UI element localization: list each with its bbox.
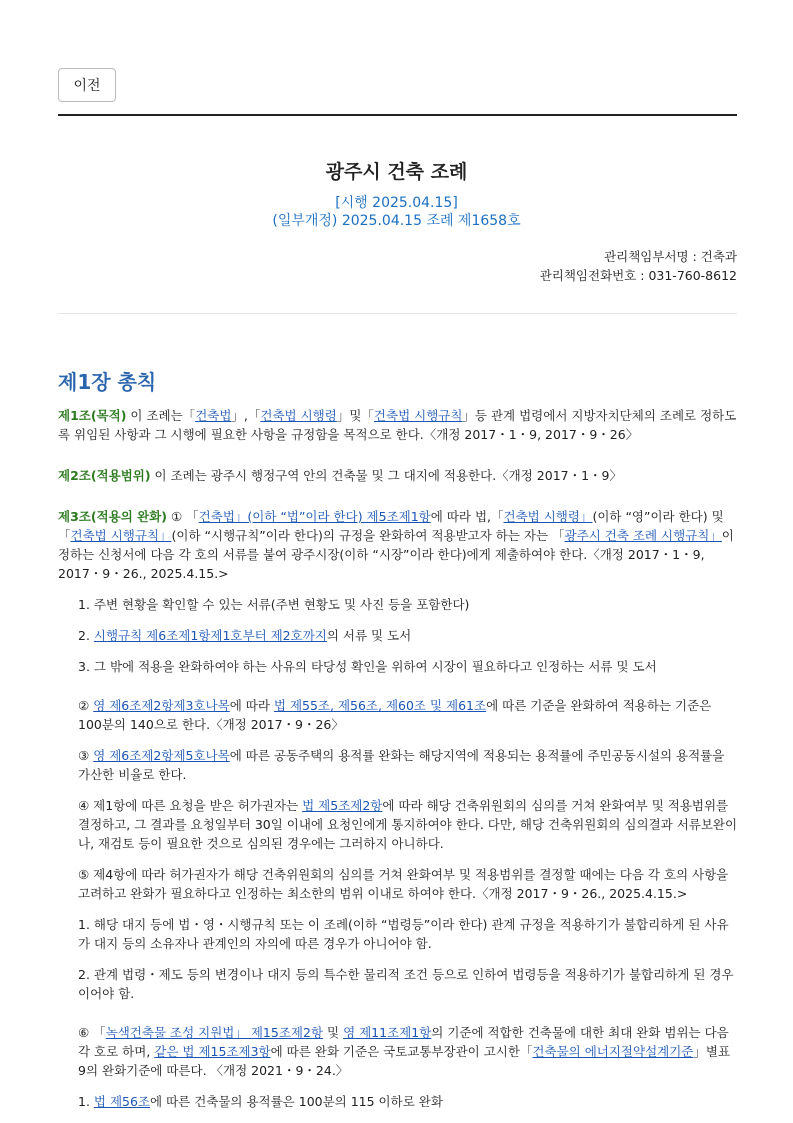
text: 」등 관계 법령에서 지방자치단체의 조례로 정하도록 위임된 사항과 그 시행에 필요한 사항을 규정함을 목적으로 한다.〈개정 2017・1・9, 2017・9・26〉 [58, 408, 737, 442]
prev-button[interactable]: 이전 [58, 68, 116, 102]
law-link[interactable]: 법 제55조, 제56조, 제60조 및 제61조 [273, 698, 487, 713]
text: 의 서류 및 도서 [326, 628, 412, 643]
law-link[interactable]: 영 제6조제2항제3호나목 [93, 698, 230, 713]
text: (이하 “시행규칙”이라 한다)의 규정을 완화하여 적용받고자 하는 자는 「 [171, 528, 565, 543]
article-1-heading: 제1조(목적) [58, 408, 127, 423]
law-link[interactable]: 광주시 건축 조례 시행규칙」 [564, 528, 722, 543]
document-title: 광주시 건축 조례 [325, 161, 468, 183]
law-link[interactable]: 건축물의 에너지절약설계기준 [532, 1044, 694, 1059]
list-item: 3. 그 밖에 적용을 완화하여야 하는 사유의 타당성 확인을 위하여 시장이 필요하다고 인정하는 서류 및 도서 [78, 659, 657, 674]
responsible-info [540, 247, 737, 285]
text: 에 따른 기준을 완화하여 적용하는 기준은 100분의 140으로 한다.〈개정 2017・9・26〉 [78, 698, 712, 732]
article-3-heading: 제3조(적용의 완화) [58, 509, 168, 524]
responsible-phone: 관리책임전화번호 : 031-760-8612 [539, 268, 737, 283]
law-link[interactable]: 건축법 시행규칙」 [70, 528, 172, 543]
text: 」별표 9의 완화기준에 따른다. 〈개정 2021・9・24.〉 [78, 1044, 731, 1078]
law-link[interactable]: 법 제56조 [93, 1094, 151, 1109]
text: 의 기준에 적합한 건축물에 대한 최대 완화 범위는 다음 각 호로 하며, [78, 1025, 729, 1059]
text: 에 따라 법,「 [430, 509, 504, 524]
law-link[interactable]: 건축법 [195, 408, 232, 423]
text: ① 「 [167, 509, 199, 524]
law-link[interactable]: 시행규칙 제6조제1항제1호부터 제2호까지 [93, 628, 327, 643]
paragraph-4 [78, 796, 738, 853]
document-body [58, 406, 738, 1123]
paragraph-5: ⑤ 제4항에 따라 허가권자가 해당 건축위원회의 심의를 거쳐 완화여부 및 적용범위를 결정할 때에는 다음 각 호의 사항을 고려하고 완화가 필요하다고 인정하는 최소한의 범위 이내로 하여야 한다.〈개정 2017・9・26., 2025.4.15.> [78, 867, 729, 901]
text: (이하 “영”이라 한다) 및 「 [58, 509, 724, 543]
paragraph-3 [78, 746, 738, 784]
law-link[interactable]: 건축법 시행규칙 [373, 408, 463, 423]
law-link[interactable]: 건축법 시행령」 [503, 509, 593, 524]
text: 에 따라 [229, 698, 274, 713]
revision-info: (일부개정) 2025.04.15 조례 제1658호 [272, 213, 521, 229]
text: 에 따른 공동주택의 용적률 완화는 해당지역에 적용되는 용적률에 주민공동시설의 용적률을 가산한 비율로 한다. [78, 748, 725, 782]
effective-date: [시행 2025.04.15] [335, 195, 458, 211]
law-link[interactable]: 녹색건축물 조성 지원법」 제15조제2항 [105, 1025, 324, 1040]
text: 」,「 [231, 408, 261, 423]
text: ③ [78, 748, 94, 763]
list-item: 1. 해당 대지 등에 법・영・시행규칙 또는 이 조례(이하 “법령등”이라 한다) 관계 규정을 적용하기가 불합리하게 된 사유가 대지 등의 소유자나 관계인의 자의에 따른 경우가 아니어야 함. [78, 917, 729, 951]
law-link[interactable]: 법 제5조제2항 [302, 798, 383, 813]
text: 및 [323, 1025, 344, 1040]
responsible-dept: 관리책임부서명 : 건축과 [604, 249, 737, 264]
law-link[interactable]: 건축법 시행령 [260, 408, 337, 423]
article-2-heading: 제2조(적용범위) [58, 468, 151, 483]
law-link[interactable]: 영 제11조제1항 [343, 1025, 432, 1040]
law-link[interactable]: 영 제6조제2항제5호나목 [93, 748, 230, 763]
article-3 [58, 507, 738, 583]
article-2 [58, 466, 738, 485]
text: 1. [78, 1094, 94, 1109]
text: 이 조례는 광주시 행정구역 안의 건축물 및 그 대지에 적용한다.〈개정 2017・1・9〉 [150, 468, 623, 483]
text: 에 따라 해당 건축위원회의 심의를 거쳐 완화여부 및 적용범위를 결정하고, 그 결과를 요청일부터 30일 이내에 요청인에게 통지하여야 한다. 다만, 해당 건축위원회의 심의결과 서류보완이나, 재검토 등이 필요한 것으로 심의된 경우에는 그러하지 아니하다. [78, 798, 738, 851]
law-link[interactable]: 같은 법 제15조제3항 [154, 1044, 271, 1059]
text: 이 정하는 신청서에 다음 각 호의 서류를 붙여 광주시장(이하 “시장”이라 한다)에게 제출하여야 한다.〈개정 2017・1・9, 2017・9・26., 2025.4.15.> [58, 528, 734, 581]
list-item [78, 626, 738, 645]
text: 」및「 [336, 408, 374, 423]
law-link[interactable]: 건축법」(이하 “법”이라 한다) 제5조제1항 [198, 509, 431, 524]
list-item: 2. 관계 법령・제도 등의 변경이나 대지 등의 특수한 물리적 조건 등으로 인하여 법령등을 적용하기가 불합리하게 된 경우이어야 함. [78, 967, 734, 1001]
paragraph-2 [78, 696, 738, 734]
chapter-title: 제1장 총칙 [58, 370, 157, 394]
text: 에 따른 완화 기준은 국토교통부장관이 고시한「 [270, 1044, 533, 1059]
text: ④ 제1항에 따른 요청을 받은 허가권자는 [78, 798, 303, 813]
list-item [78, 1092, 738, 1111]
text: 에 따른 건축물의 용적률은 100분의 115 이하로 완화 [150, 1094, 443, 1109]
list-item: 1. 주변 현황을 확인할 수 있는 서류(주변 현황도 및 사진 등을 포함한다) [78, 597, 470, 612]
section-divider [58, 313, 737, 314]
header-divider [58, 114, 737, 116]
text: ⑥ 「 [78, 1025, 106, 1040]
text: 2. [78, 628, 94, 643]
paragraph-6 [78, 1023, 738, 1080]
text: 이 조례는「 [126, 408, 196, 423]
article-1 [58, 406, 738, 444]
text: ② [78, 698, 94, 713]
